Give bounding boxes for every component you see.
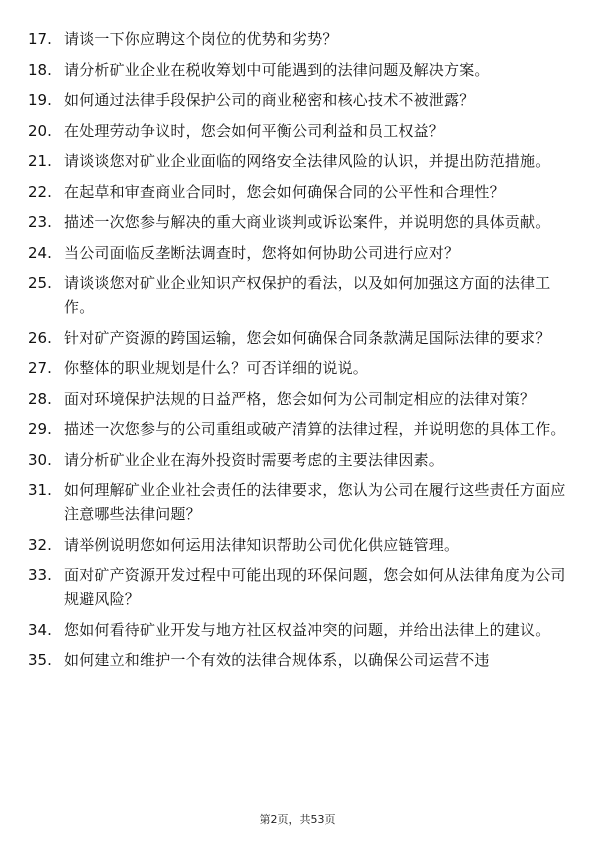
- question-item: [28, 119, 568, 143]
- question-item: [28, 241, 568, 265]
- question-item: [28, 326, 568, 350]
- page-number: 第2页，共53页: [259, 813, 336, 826]
- question-number: 20.: [28, 121, 52, 140]
- question-item: [28, 58, 568, 82]
- question-item: [28, 88, 568, 112]
- question-text: 请谈谈您对矿业企业知识产权保护的看法，以及如何加强这方面的法律工作。: [64, 274, 551, 316]
- question-item: [28, 478, 568, 526]
- question-text: 你整体的职业规划是什么？可否详细的说说。: [64, 359, 369, 377]
- question-number: 32.: [28, 535, 52, 554]
- question-number: 21.: [28, 152, 52, 170]
- question-number: 35.: [28, 651, 52, 669]
- question-text: 当公司面临反垄断法调查时，您将如何协助公司进行应对？: [64, 243, 460, 262]
- question-number: 30.: [28, 450, 52, 469]
- question-number: 24.: [28, 243, 52, 262]
- question-item: [28, 27, 568, 51]
- question-number: 28.: [28, 389, 52, 408]
- question-number: 34.: [28, 620, 52, 639]
- question-text: 描述一次您参与的公司重组或破产清算的法律过程，并说明您的具体工作。: [64, 420, 566, 438]
- question-item: [28, 149, 568, 173]
- question-text: 请举例说明您如何运用法律知识帮助公司优化供应链管理。: [64, 535, 460, 554]
- question-item: [28, 648, 568, 672]
- question-text: 如何建立和维护一个有效的法律合规体系，以确保公司运营不违: [64, 651, 490, 669]
- question-text: 在处理劳动争议时，您会如何平衡公司利益和员工权益？: [64, 121, 445, 140]
- question-text: 在起草和审查商业合同时，您会如何确保合同的公平性和合理性？: [64, 182, 505, 201]
- page-footer: [0, 813, 595, 827]
- question-number: 31.: [28, 481, 52, 499]
- question-list: [28, 27, 568, 679]
- question-item: [28, 417, 568, 441]
- question-text: 面对环境保护法规的日益严格，您会如何为公司制定相应的法律对策？: [64, 389, 536, 408]
- question-text: 针对矿产资源的跨国运输，您会如何确保合同条款满足国际法律的要求？: [64, 328, 551, 347]
- question-number: 25.: [28, 274, 52, 292]
- question-item: [28, 448, 568, 472]
- question-text: 请谈一下你应聘这个岗位的优势和劣势？: [64, 30, 338, 48]
- question-number: 27.: [28, 359, 52, 377]
- question-text: 如何通过法律手段保护公司的商业秘密和核心技术不被泄露？: [64, 91, 475, 109]
- question-number: 19.: [28, 91, 52, 109]
- question-number: 17.: [28, 30, 52, 48]
- question-text: 如何理解矿业企业社会责任的法律要求，您认为公司在履行这些责任方面应注意哪些法律问题？: [64, 481, 566, 523]
- question-item: [28, 387, 568, 411]
- question-text: 您如何看待矿业开发与地方社区权益冲突的问题，并给出法律上的建议。: [64, 620, 551, 639]
- question-number: 33.: [28, 566, 52, 584]
- question-number: 23.: [28, 213, 52, 231]
- question-text: 面对矿产资源开发过程中可能出现的环保问题，您会如何从法律角度为公司规避风险？: [64, 566, 566, 608]
- question-text: 请谈谈您对矿业企业面临的网络安全法律风险的认识，并提出防范措施。: [64, 152, 551, 170]
- question-number: 26.: [28, 328, 52, 347]
- question-text: 请分析矿业企业在税收筹划中可能遇到的法律问题及解决方案。: [64, 60, 490, 79]
- question-item: [28, 356, 568, 380]
- question-item: [28, 618, 568, 642]
- question-item: [28, 180, 568, 204]
- question-item: [28, 533, 568, 557]
- question-number: 22.: [28, 182, 52, 201]
- question-item: [28, 271, 568, 319]
- question-number: 29.: [28, 420, 52, 438]
- question-text: 请分析矿业企业在海外投资时需要考虑的主要法律因素。: [64, 450, 445, 469]
- question-item: [28, 210, 568, 234]
- question-item: [28, 563, 568, 611]
- question-number: 18.: [28, 60, 52, 79]
- question-text: 描述一次您参与解决的重大商业谈判或诉讼案件，并说明您的具体贡献。: [64, 213, 551, 231]
